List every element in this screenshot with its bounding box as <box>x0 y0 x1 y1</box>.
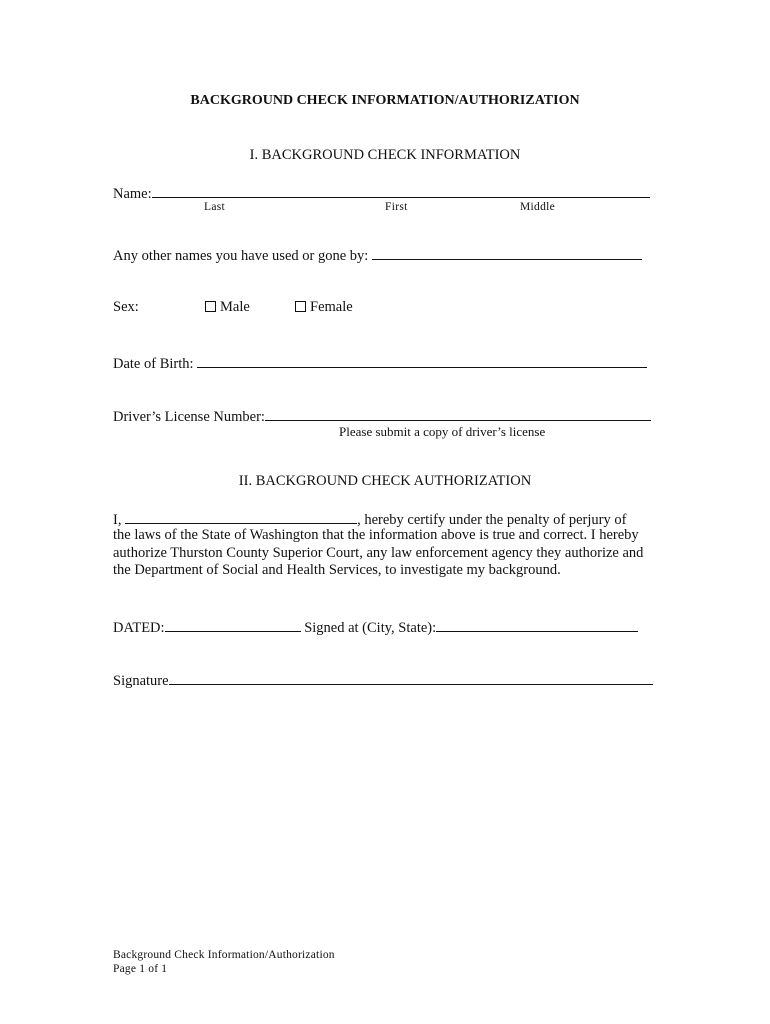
certify-prefix: I, <box>113 512 122 528</box>
dated-row <box>113 617 638 637</box>
certify-body: the laws of the State of Washington that the information above is true and correct. I hereby authorize Thurston County Superior Court, any law enforcement agency they authorize and the Department of Social and Health Services, to investigate my background. <box>113 527 644 579</box>
certify-suffix: , hereby certify under the penalty of perjury of <box>357 512 627 528</box>
footer <box>113 949 335 976</box>
name-row <box>113 183 650 203</box>
footer-page-number: Page 1 of 1 <box>113 962 168 975</box>
signature-label: Signature <box>113 673 169 689</box>
dob-label: Date of Birth: <box>113 356 194 372</box>
dated-label: DATED: <box>113 620 165 636</box>
male-checkbox[interactable] <box>205 301 216 312</box>
name-label: Name: <box>113 186 152 202</box>
signed-at-field[interactable] <box>436 617 638 632</box>
sex-option-female[interactable] <box>295 299 353 316</box>
other-names-field[interactable] <box>372 245 642 260</box>
license-label: Driver’s License Number: <box>113 409 265 425</box>
name-field[interactable] <box>152 183 650 198</box>
sex-label: Sex: <box>113 299 139 315</box>
name-sublabel-middle: Middle <box>520 201 556 213</box>
license-field[interactable] <box>265 406 651 421</box>
signed-at-label: Signed at (City, State): <box>304 620 437 636</box>
female-label: Female <box>310 299 353 315</box>
dob-field[interactable] <box>197 353 647 368</box>
sex-option-male[interactable] <box>205 299 250 316</box>
section-2-heading: II. BACKGROUND CHECK AUTHORIZATION <box>238 473 532 489</box>
license-note: Please submit a copy of driver’s license <box>339 424 546 439</box>
dob-row <box>113 353 647 373</box>
name-sublabel-first: First <box>385 201 408 213</box>
certify-name-field[interactable] <box>125 509 357 524</box>
certify-row <box>113 509 626 529</box>
license-row <box>113 406 651 426</box>
female-checkbox[interactable] <box>295 301 306 312</box>
name-sublabel-last: Last <box>204 201 225 213</box>
document-title: BACKGROUND CHECK INFORMATION/AUTHORIZATION <box>190 93 580 108</box>
signature-row <box>113 670 653 690</box>
other-names-row <box>113 245 642 265</box>
other-names-label: Any other names you have used or gone by: <box>113 248 369 264</box>
dated-field[interactable] <box>165 617 301 632</box>
signature-field[interactable] <box>169 670 653 685</box>
section-1-heading: I. BACKGROUND CHECK INFORMATION <box>249 147 521 163</box>
footer-doc-name: Background Check Information/Authorization <box>113 949 335 961</box>
male-label: Male <box>220 299 250 315</box>
